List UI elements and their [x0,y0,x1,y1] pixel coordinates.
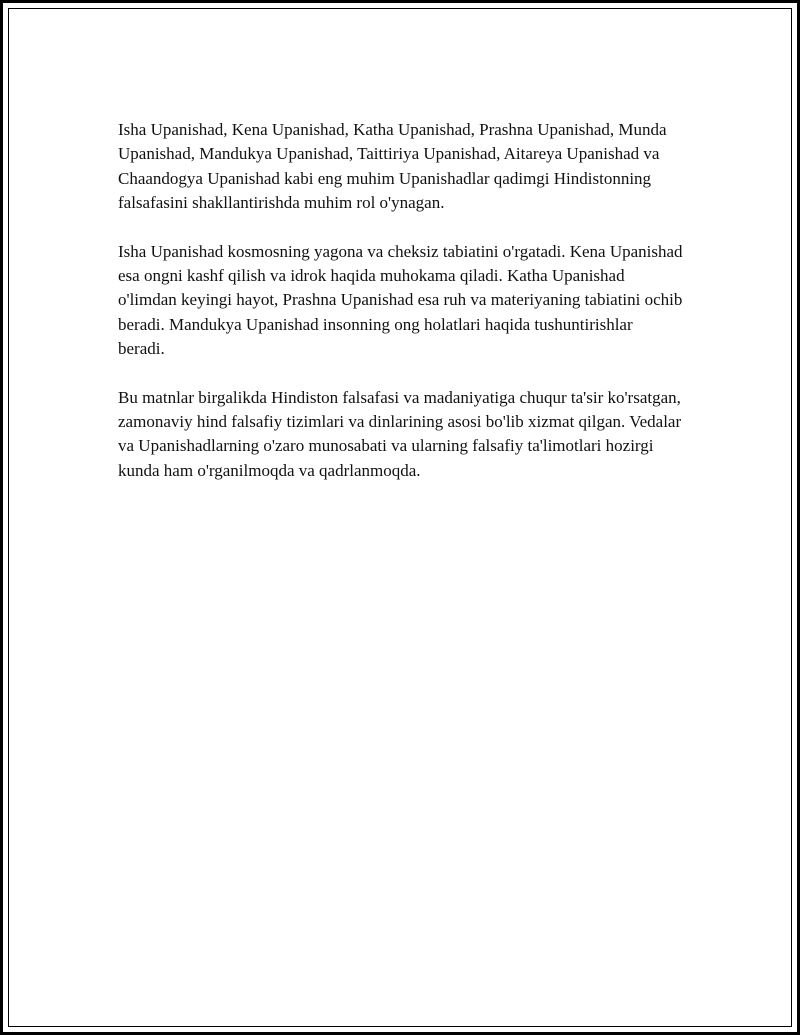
paragraph-1: Isha Upanishad, Kena Upanishad, Katha Upanishad, Prashna Upanishad, Munda Upanishad, Mandukya Upanishad, Taittiriya Upanishad, Aitareya Upanishad va Chaandogya Upanishad kabi eng muhim Upanishadlar qadimgi Hindistonning falsafasini shakllantirishda muhim rol o'ynagan. [118,120,667,213]
paragraph-2: Isha Upanishad kosmosning yagona va cheksiz tabiatini o'rgatadi. Kena Upanishad esa ongni kashf qilish va idrok haqida muhokama qiladi. Katha Upanishad o'limdan keyingi hayot, Prashna Upanishad esa ruh va materiyaning tabiatini ochib beradi. Mandukya Upanishad insonning ong holatlari haqida tushuntirishlar beradi. [118,241,683,359]
document-body [118,118,683,507]
paragraph-3: Bu matnlar birgalikda Hindiston falsafasi va madaniyatiga chuqur ta'sir ko'rsatgan, zamonaviy hind falsafiy tizimlari va dinlarining asosi bo'lib xizmat qilgan. Vedalar va Upanishadlarning o'zaro munosabati va ularning falsafiy ta'limotlari hozirgi kunda ham o'rganilmoqda va qadrlanmoqda. [118,387,682,480]
